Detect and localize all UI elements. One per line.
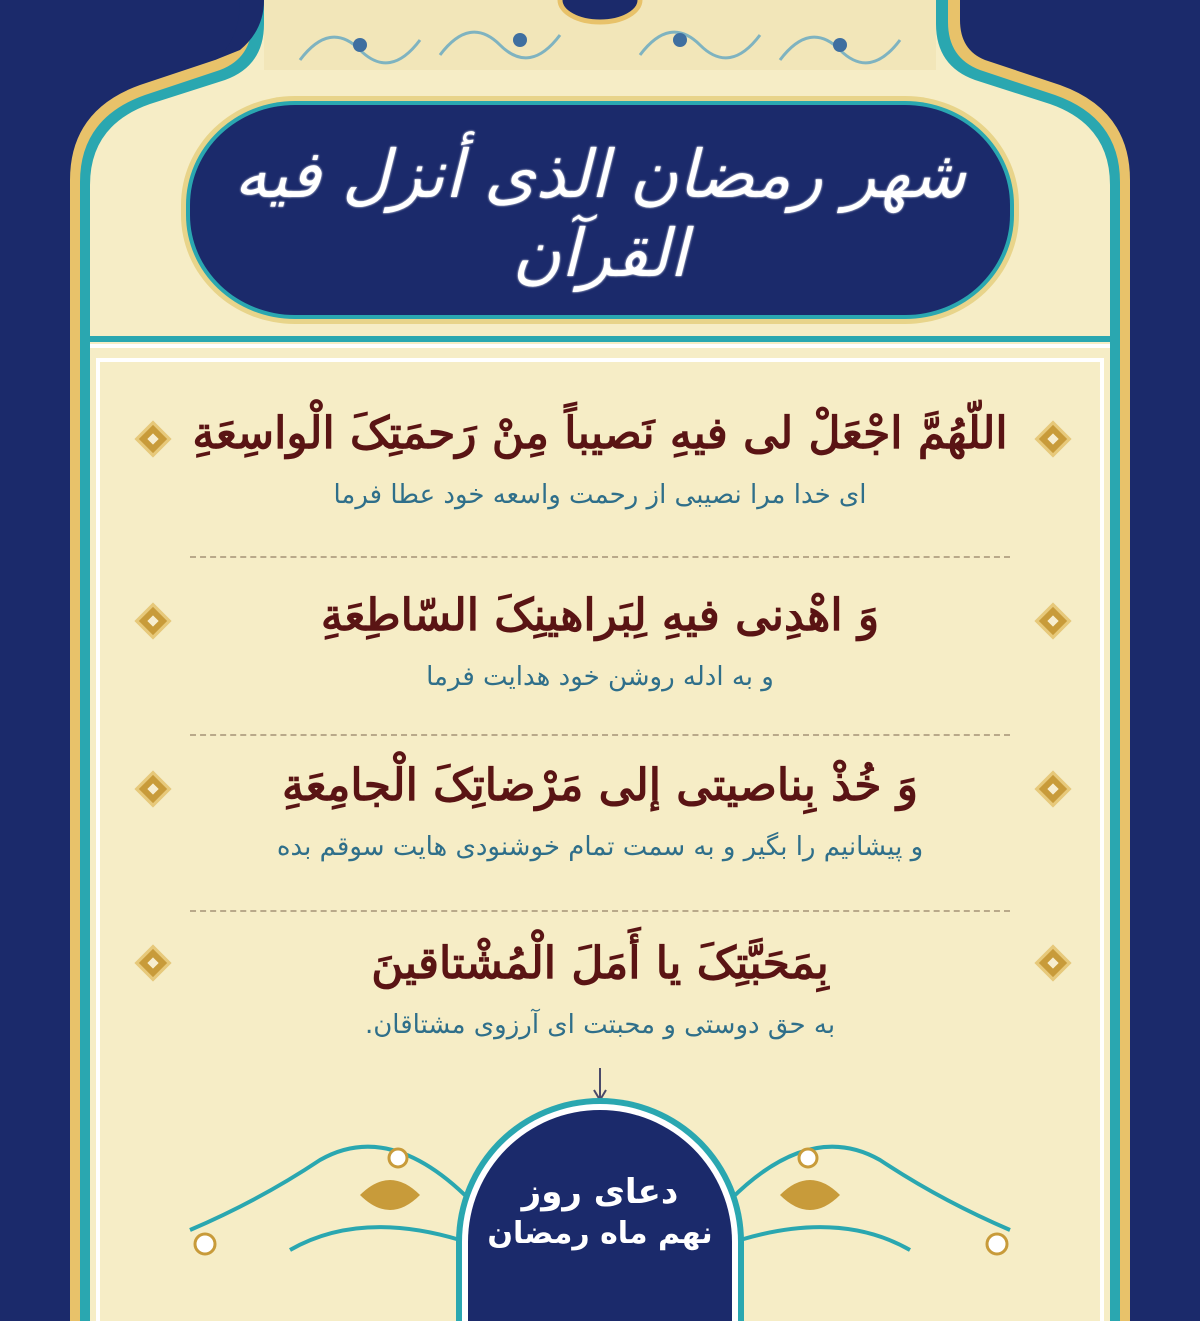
arabic-verse: وَ خُذْ بِناصیتی إلی مَرْضاتِکَ الْجامِعَةِ: [281, 760, 919, 811]
verse-4: [130, 940, 1070, 1040]
arabic-verse: وَ اهْدِنی فیهِ لِبَراهینِکَ السّاطِعَةِ: [320, 590, 880, 641]
dashed-divider: [190, 734, 1010, 736]
persian-translation: ای خدا مرا نصیبی از رحمت واسعه خود عطا فرما: [333, 480, 867, 511]
header-title: شهر رمضان الذی أنزل فیه القرآن: [234, 136, 966, 293]
badge-text: [468, 1170, 732, 1253]
dashed-divider: [190, 910, 1010, 912]
badge-title: دعای روز: [521, 1172, 679, 1212]
dashed-divider: [190, 556, 1010, 558]
verse-1: [130, 410, 1070, 510]
verse-3: [130, 762, 1070, 862]
verse-2: [130, 592, 1070, 692]
arabic-verse: بِمَحَبَّتِکَ یا أَمَلَ الْمُشْتاقینَ: [371, 938, 829, 989]
persian-translation: و پیشانیم را بگیر و به سمت تمام خوشنودی هایت سوقم بده: [276, 832, 924, 863]
header-banner: [190, 105, 1010, 315]
badge-subtitle: نهم ماه رمضان: [487, 1216, 713, 1252]
persian-translation: و به ادله روشن خود هدایت فرما: [426, 662, 774, 693]
persian-translation: به حق دوستی و محبتت ای آرزوی مشتاقان.: [364, 1010, 836, 1041]
arabic-verse: اللّهُمَّ اجْعَلْ لی فیهِ نَصیباً مِنْ رَحمَتِکَ الْواسِعَةِ: [192, 408, 1008, 459]
